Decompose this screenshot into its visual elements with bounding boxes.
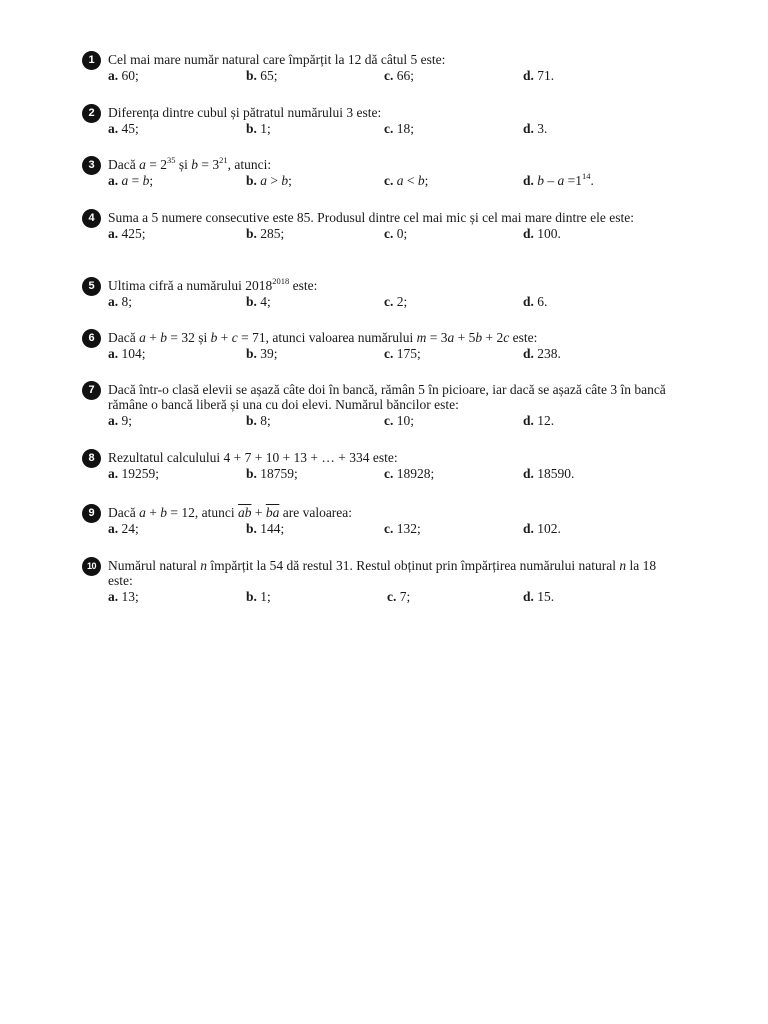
- answer-options: [82, 226, 682, 242]
- option-d: d. 12.: [523, 413, 555, 428]
- option-a: a. 60;: [108, 68, 139, 83]
- answer-options: [82, 466, 682, 482]
- answer-options: [82, 121, 682, 137]
- question-text: Numărul natural n împărțit la 54 dă restul 31. Restul obținut prin împărțirea numărului natural n la 18 este:: [108, 558, 657, 588]
- option-b: b. a > b;: [246, 173, 292, 188]
- option-d: d. 100.: [523, 226, 561, 241]
- option-a: a. a = b;: [108, 173, 154, 188]
- option-a: a. 8;: [108, 294, 133, 309]
- question-text: Cel mai mare număr natural care împărțit la 12 dă câtul 5 este:: [108, 52, 446, 67]
- question-5: [82, 278, 682, 310]
- question-number-badge: 8: [82, 449, 101, 468]
- option-b: b. 18759;: [246, 466, 298, 481]
- question-4: [82, 210, 682, 242]
- question-text: Rezultatul calculului 4 + 7 + 10 + 13 + … + 334 este:: [108, 450, 398, 465]
- option-c: c. 18;: [384, 121, 415, 136]
- option-d: d. 71.: [523, 68, 555, 83]
- question-1: [82, 52, 682, 84]
- question-text: Dacă a + b = 12, atunci $\overline{ab} + \overline{ba}$ are valoarea:: [108, 505, 353, 520]
- option-d: d. 238.: [523, 346, 561, 361]
- option-b: b. 285;: [246, 226, 285, 241]
- question-6: [82, 330, 682, 362]
- option-a: a. 104;: [108, 346, 146, 361]
- option-b: b. 65;: [246, 68, 278, 83]
- question-number-badge: 6: [82, 329, 101, 348]
- option-d: d. 102.: [523, 521, 561, 536]
- question-text: Ultima cifră a numărului $2018^{2018}$ este:: [108, 276, 318, 293]
- answer-options: [82, 346, 682, 362]
- option-b: b. 1;: [246, 589, 271, 604]
- option-b: b. 1;: [246, 121, 271, 136]
- answer-options: [82, 413, 682, 429]
- answer-options: [82, 173, 682, 189]
- option-b: b. 39;: [246, 346, 278, 361]
- option-c: c. 0;: [384, 226, 408, 241]
- answer-options: [82, 589, 682, 605]
- option-d: d. $b - a =1^{14}$.: [523, 171, 594, 188]
- question-9: [82, 505, 682, 537]
- question-10: [82, 558, 682, 605]
- option-c: c. 132;: [384, 521, 421, 536]
- answer-options: [82, 521, 682, 537]
- question-text: Dacă $a = 2^{35}$ și $b = 3^{21}$, atunci:: [108, 155, 272, 172]
- option-b: b. 144;: [246, 521, 285, 536]
- question-text: Suma a 5 numere consecutive este 85. Produsul dintre cel mai mic și cel mai mare dintre ele este:: [108, 210, 634, 225]
- option-a: a. 45;: [108, 121, 139, 136]
- question-8: [82, 450, 682, 482]
- option-a: a. 13;: [108, 589, 139, 604]
- question-number-badge: 9: [82, 504, 101, 523]
- option-d: d. 3.: [523, 121, 548, 136]
- option-c: c. 175;: [384, 346, 421, 361]
- option-d: d. 18590.: [523, 466, 575, 481]
- option-b: b. 4;: [246, 294, 271, 309]
- answer-options: [82, 294, 682, 310]
- option-c: c. 7;: [387, 589, 411, 604]
- option-d: d. 15.: [523, 589, 555, 604]
- option-c: c. 10;: [384, 413, 415, 428]
- option-a: a. 24;: [108, 521, 139, 536]
- question-number-badge: 10: [82, 557, 101, 576]
- option-c: c. a < b;: [384, 173, 429, 188]
- question-number-badge: 5: [82, 277, 101, 296]
- question-number-badge: 3: [82, 156, 101, 175]
- overline-number-ba: $\overline{ba}$: [265, 505, 280, 520]
- question-number-badge: 4: [82, 209, 101, 228]
- option-a: a. 9;: [108, 413, 133, 428]
- option-c: c. 2;: [384, 294, 408, 309]
- question-number-badge: 1: [82, 51, 101, 70]
- overline-number-ab: $\overline{ab}$: [237, 505, 252, 520]
- question-2: [82, 105, 682, 137]
- option-a: a. 19259;: [108, 466, 160, 481]
- question-text: Diferența dintre cubul și pătratul numărului 3 este:: [108, 105, 382, 120]
- option-d: d. 6.: [523, 294, 548, 309]
- question-number-badge: 7: [82, 381, 101, 400]
- answer-options: [82, 68, 682, 84]
- option-b: b. 8;: [246, 413, 271, 428]
- question-3: [82, 157, 682, 189]
- option-c: c. 18928;: [384, 466, 435, 481]
- question-text: Dacă a + b = 32 și b + c = 71, atunci valoarea numărului m = 3a + 5b + 2c este:: [108, 330, 538, 345]
- question-text: Dacă într-o clasă elevii se așază câte doi în bancă, rămân 5 în picioare, iar dacă se așază câte 3 în bancă rămâne o bancă liberă și una cu doi elevi. Numărul băncilor este:: [108, 382, 666, 412]
- option-c: c. 66;: [384, 68, 415, 83]
- question-7: [82, 382, 682, 429]
- option-a: a. 425;: [108, 226, 146, 241]
- question-number-badge: 2: [82, 104, 101, 123]
